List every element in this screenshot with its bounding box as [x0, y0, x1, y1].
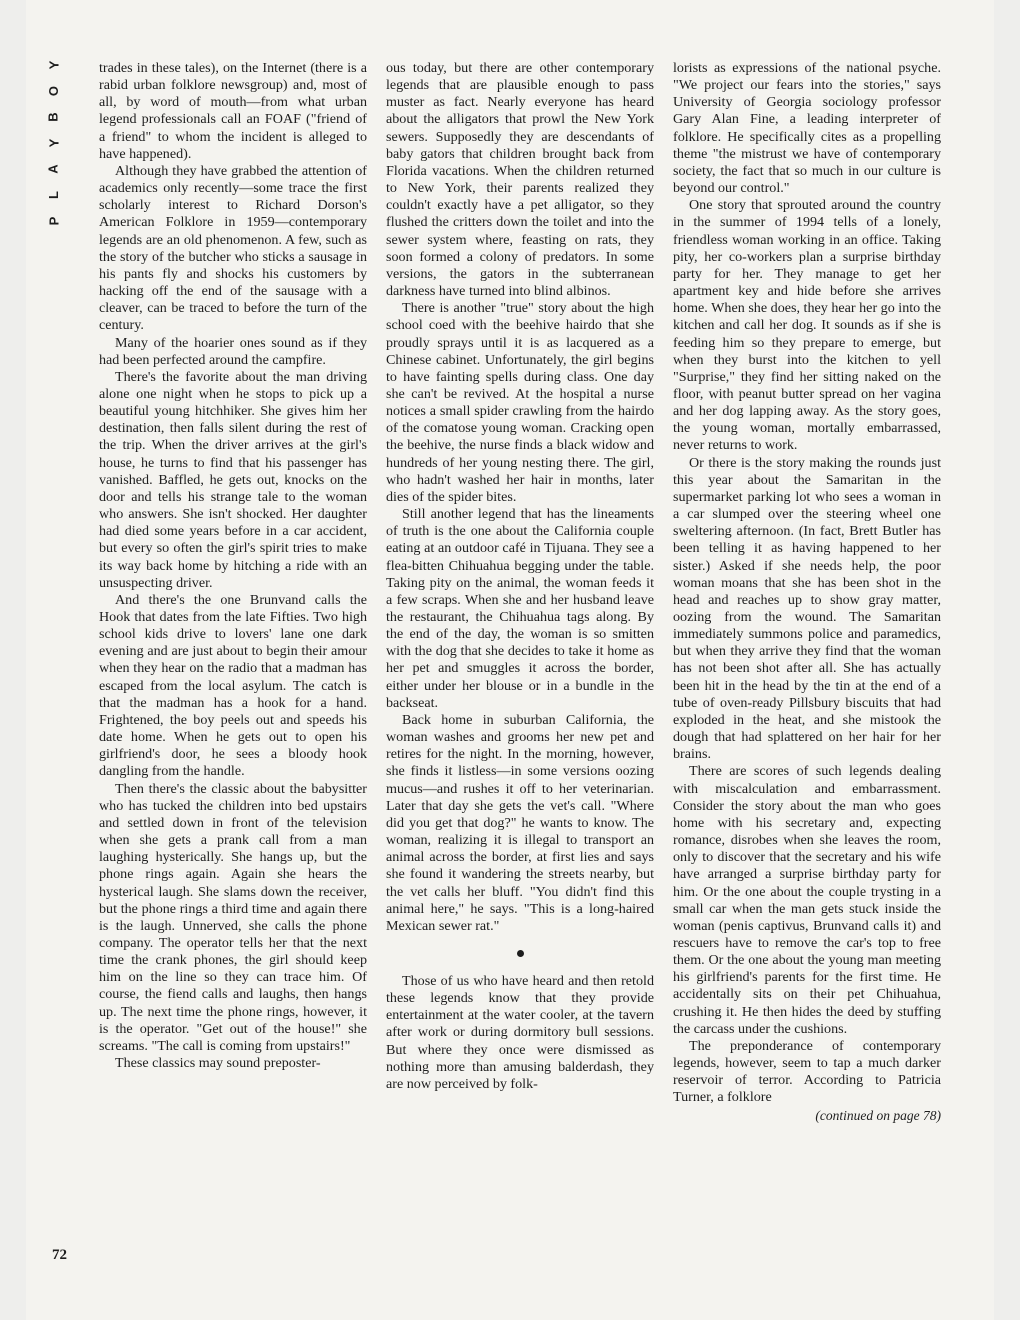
- running-head-letter: A: [45, 164, 61, 174]
- paragraph: One story that sprouted around the country in the summer of 1994 tells of a lonely, friendless woman working in an office. Taking pity, her co-workers plan a surprise birthday party for her. They manage to get her apartment key and hide before she arrives home. When she does, they hear her go into the kitchen and call her dog. It sounds as if she is feeding him so they prepare to emerge, but when they burst into the kitchen to yell "Surprise," they find her sitting naked on the floor, with peanut butter spread on her vagina and her dog lapping away. As the story goes, the young woman, mortally embarrassed, never returns to work.: [673, 197, 941, 454]
- page-left-margin: [0, 0, 26, 1320]
- paragraph: Many of the hoarier ones sound as if they had been perfected around the campfire.: [99, 334, 367, 368]
- running-head-letter: Y: [45, 60, 61, 70]
- running-head-letter: Y: [45, 138, 61, 148]
- text-column-2: [386, 60, 654, 1093]
- paragraph: And there's the one Brunvand calls the Hook that dates from the late Fifties. Two high school kids drive to lovers' lane one dark evening and are just about to begin their amour when they hear on the radio that a madman has escaped from the local asylum. The catch is that the madman has a hook for a hand. Frightened, the boy peels out and speeds his date home. When he gets out to open his girlfriend's door, he sees a bloody hook dangling from the handle.: [99, 591, 367, 780]
- paragraph: Those of us who have heard and then retold these legends know that they provide entertainment at the water cooler, at the tavern after work or during dormitory bull sessions. But where they once were dismissed as nothing more than amusing balderdash, they are now perceived by folk-: [386, 972, 654, 1092]
- continued-note: (continued on page 78): [815, 1107, 941, 1123]
- paragraph: trades in these tales), on the Internet (there is a rabid urban folklore newsgroup) and, most of all, by word of mouth—from what urban legend professionals call an FOAF ("friend of a friend" to whom the incident is alleged to have happened).: [99, 60, 367, 162]
- page-right-margin: [994, 0, 1020, 1320]
- paragraph: Or there is the story making the rounds just this year about the Samaritan in the supermarket parking lot who sees a woman in a car slumped over the steering wheel one sweltering afternoon. (In fact, Brett Butler has been telling it as having happened to her sister.) Asked if she needs help, the poor woman moans that she has been shot in the head and reaches up to show gray matter, oozing from the wound. The Samaritan immediately summons police and paramedics, but when they arrive they find that the woman has not been shot after all. She has actually been hit in the head by the tin at the end of a tube of oven-ready Pillsbury biscuits that had exploded in the heat, and she mistook the dough that had splattered on her hair for her brains.: [673, 454, 941, 763]
- paragraph: ous today, but there are other contemporary legends that are plausible enough to pass muster as fact. Nearly everyone has heard about the alligators that prowl the New York sewers. Supposedly they are descendants of baby gators that children brought back from Florida vacations. When the children returned to New York, their parents realized they couldn't exactly have a pet alligator, so they flushed the critters down the toilet and into the sewer system where, feasting on rats, they soon formed a colony of predators. In some versions, the gators in the subterranean darkness have turned into blind albinos.: [386, 60, 654, 300]
- paragraph: These classics may sound preposter-: [115, 1055, 321, 1072]
- running-head: [46, 52, 74, 234]
- paragraph: There are scores of such legends dealing with miscalculation and embarrassment. Consider the story about the man who goes home with his secretary and, expecting romance, disrobes when she leaves the room, only to discover that the secretary and his wife have arranged a surprise birthday party for him. Or the one about the couple trysting in a small car when the man gets stuck inside the woman (penis captivus, Brunvand calls it) and rescuers have to remove the car's top to free them. Or the one about the young man meeting his girlfriend's parents for the first time. He accidentally sits on their pet Chihuahua, crushing it. He then hides the deed by stuffing the carcass under the cushions.: [673, 763, 941, 1037]
- text-column-3: [673, 60, 941, 1124]
- section-break-bullet-icon: [386, 935, 654, 973]
- paragraph: Back home in suburban California, the woman washes and grooms her new pet and retires for the night. In the morning, however, she finds it listless—in some versions oozing mucus—and rushes it off to her veterinarian. Later that day she gets the vet's call. "Where did you get that dog?" he wants to know. The woman, realizing it is illegal to transport an animal across the border, at first lies and says she found it wandering the streets nearby, but the vet calls her bluff. "You didn't find this animal here," he says. "This is a long-haired Mexican sewer rat.": [386, 711, 654, 934]
- paragraph: Still another legend that has the lineaments of truth is the one about the California couple eating at an outdoor café in Tijuana. They see a flea-bitten Chihuahua begging under the table. Taking pity on the animal, the woman feeds it a few scraps. When she and her husband leave the restaurant, the Chihuahua tags along. By the end of the day, the woman is so smitten with the dog that she decides to take it home as her pet and smuggles it across the border, either under her blouse or in a bundle in the backseat.: [386, 506, 654, 711]
- paragraph: lorists as expressions of the national psyche. "We project our fears into the stories," says University of Georgia sociology professor Gary Alan Fine, a leading interpreter of folklore. He specifically cites as a propelling theme "the mistrust we have of contemporary society, the fact that so much in our culture is beyond our control.": [673, 60, 941, 197]
- paragraph: There is another "true" story about the high school coed with the beehive hairdo that she proudly sprays until it is as lacquered as a Chinese cabinet. Unfortunately, the girl begins to have fainting spells during class. One day she can't be revived. At the hospital a nurse notices a small spider crawling from the hairdo of the comatose young woman. Cracking open the beehive, the nurse finds a black widow and hundreds of her young nesting there. The girl, who hadn't washed her hair in months, later dies of the spider bites.: [386, 300, 654, 505]
- text-column-1: [99, 60, 367, 1072]
- paragraph: The preponderance of contemporary legends, however, seem to tap a much darker reservoir of terror. According to Patricia Turner, a folklore: [673, 1037, 941, 1106]
- running-head-letter: B: [45, 112, 61, 122]
- paragraph: There's the favorite about the man driving alone one night when he stops to pick up a beautiful young hitchhiker. She gives him her destination, then falls silent during the rest of the trip. When the driver arrives at the girl's house, he turns to find that his passenger has vanished. Baffled, he gets out, knocks on the door and tells his strange tale to the woman who answers. She isn't shocked. Her daughter had died some years before in a car accident, but every so often the girl's spirit tries to make its way back home by hitching a ride with an unsuspecting driver.: [99, 368, 367, 591]
- running-head-letter: L: [45, 191, 61, 199]
- running-head-letter: O: [46, 85, 61, 97]
- page-number: 72: [52, 1247, 67, 1263]
- paragraph: Then there's the classic about the babysitter who has tucked the children into bed upstairs and settled down in front of the television when she gets a prank call from a man laughing hysterically. She hangs up, but the phone rings again. Again she hears the hysterical laugh. She slams down the receiver, but the phone rings a third time and again there is the laugh. Unnerved, she calls the phone company. The operator tells her that the next time the crank phones, the girl should keep him on the line so they can trace him. Of course, the fiend calls and laughs, then hangs up. The next time the phone rings, however, it is the operator. "Get out of the house!" she screams. "The call is coming from upstairs!": [99, 780, 367, 1054]
- paragraph: Although they have grabbed the attention of academics only recently—some trace the first scholarly interest to Richard Dorson's American Folklore in 1959—contemporary legends are an old phenomenon. A few, such as the story of the butcher who sticks a sausage in his pants fly and shocks his customers by hacking off the end of the sausage with a cleaver, can be traced to before the turn of the century.: [99, 162, 367, 334]
- running-head-letter: P: [45, 216, 61, 226]
